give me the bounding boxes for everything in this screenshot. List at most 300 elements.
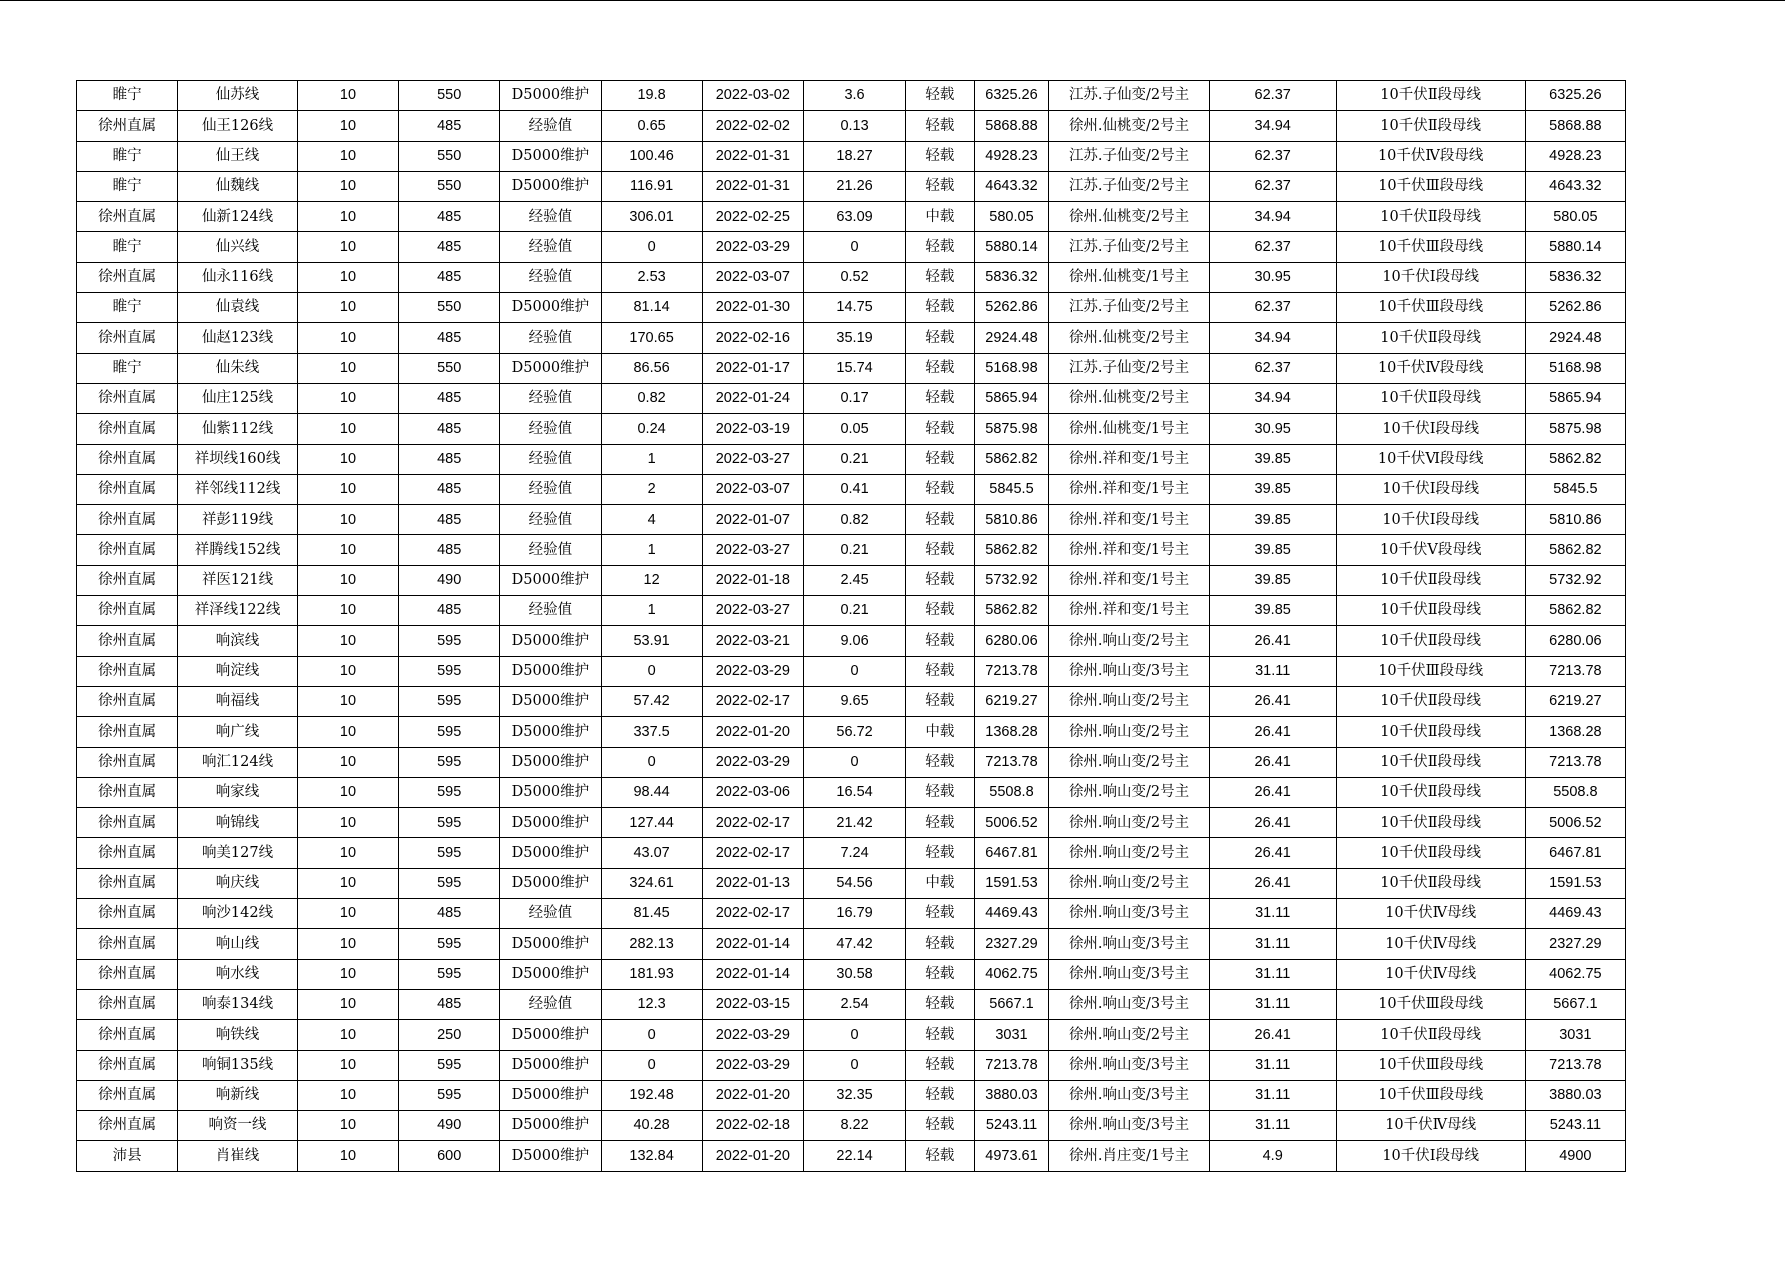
substation-cell: 徐州.响山变/3号主 bbox=[1049, 959, 1210, 989]
date-cell: 2022-02-25 bbox=[702, 202, 803, 232]
remaining-capacity-cell: 5262.86 bbox=[1525, 293, 1625, 323]
available-capacity-cell: 1368.28 bbox=[974, 717, 1049, 747]
district-cell: 徐州直属 bbox=[77, 656, 178, 686]
date-cell: 2022-03-29 bbox=[702, 1050, 803, 1080]
substation-cell: 徐州.祥和变/1号主 bbox=[1049, 535, 1210, 565]
remaining-capacity-cell: 5875.98 bbox=[1525, 414, 1625, 444]
transformer-load-cell: 26.41 bbox=[1209, 626, 1336, 656]
busbar-cell: 10千伏Ⅱ段母线 bbox=[1336, 686, 1525, 716]
voltage-cell: 10 bbox=[297, 414, 398, 444]
max-current-cell: 53.91 bbox=[601, 626, 702, 656]
rated-current-cell: 595 bbox=[399, 808, 500, 838]
load-status-cell: 中载 bbox=[906, 868, 975, 898]
source-cell: 经验值 bbox=[500, 383, 601, 413]
table-row bbox=[77, 353, 1626, 383]
max-current-cell: 4 bbox=[601, 505, 702, 535]
load-status-cell: 轻载 bbox=[906, 1080, 975, 1110]
busbar-cell: 10千伏Ⅱ段母线 bbox=[1336, 111, 1525, 141]
table-row bbox=[77, 444, 1626, 474]
transformer-load-cell: 31.11 bbox=[1209, 1111, 1336, 1141]
transformer-load-cell: 31.11 bbox=[1209, 1080, 1336, 1110]
available-capacity-cell: 5875.98 bbox=[974, 414, 1049, 444]
voltage-cell: 10 bbox=[297, 596, 398, 626]
rated-current-cell: 595 bbox=[399, 656, 500, 686]
load-rate-cell: 18.27 bbox=[803, 141, 905, 171]
rated-current-cell: 485 bbox=[399, 535, 500, 565]
date-cell: 2022-02-17 bbox=[702, 838, 803, 868]
source-cell: 经验值 bbox=[500, 535, 601, 565]
available-capacity-cell: 6219.27 bbox=[974, 686, 1049, 716]
source-cell: D5000维护 bbox=[500, 81, 601, 111]
available-capacity-cell: 2924.48 bbox=[974, 323, 1049, 353]
load-rate-cell: 0.17 bbox=[803, 383, 905, 413]
load-status-cell: 轻载 bbox=[906, 293, 975, 323]
rated-current-cell: 595 bbox=[399, 868, 500, 898]
busbar-cell: 10千伏Ⅰ段母线 bbox=[1336, 262, 1525, 292]
transformer-load-cell: 34.94 bbox=[1209, 323, 1336, 353]
max-current-cell: 132.84 bbox=[601, 1141, 702, 1171]
rated-current-cell: 485 bbox=[399, 383, 500, 413]
voltage-cell: 10 bbox=[297, 81, 398, 111]
voltage-cell: 10 bbox=[297, 808, 398, 838]
max-current-cell: 192.48 bbox=[601, 1080, 702, 1110]
available-capacity-cell: 4062.75 bbox=[974, 959, 1049, 989]
max-current-cell: 0.82 bbox=[601, 383, 702, 413]
table-row bbox=[77, 323, 1626, 353]
load-rate-cell: 2.54 bbox=[803, 989, 905, 1019]
source-cell: D5000维护 bbox=[500, 868, 601, 898]
voltage-cell: 10 bbox=[297, 383, 398, 413]
remaining-capacity-cell: 4643.32 bbox=[1525, 171, 1625, 201]
max-current-cell: 282.13 bbox=[601, 929, 702, 959]
busbar-cell: 10千伏Ⅱ段母线 bbox=[1336, 808, 1525, 838]
substation-cell: 徐州.祥和变/1号主 bbox=[1049, 474, 1210, 504]
substation-cell: 江苏.子仙变/2号主 bbox=[1049, 141, 1210, 171]
district-cell: 徐州直属 bbox=[77, 111, 178, 141]
max-current-cell: 181.93 bbox=[601, 959, 702, 989]
substation-cell: 徐州.祥和变/1号主 bbox=[1049, 565, 1210, 595]
remaining-capacity-cell: 5243.11 bbox=[1525, 1111, 1625, 1141]
line-name-cell: 仙朱线 bbox=[178, 353, 298, 383]
date-cell: 2022-02-18 bbox=[702, 1111, 803, 1141]
line-name-cell: 响家线 bbox=[178, 777, 298, 807]
rated-current-cell: 595 bbox=[399, 686, 500, 716]
remaining-capacity-cell: 1368.28 bbox=[1525, 717, 1625, 747]
voltage-cell: 10 bbox=[297, 232, 398, 262]
remaining-capacity-cell: 6467.81 bbox=[1525, 838, 1625, 868]
district-cell: 徐州直属 bbox=[77, 959, 178, 989]
load-rate-cell: 16.79 bbox=[803, 899, 905, 929]
load-rate-cell: 0.13 bbox=[803, 111, 905, 141]
substation-cell: 徐州.响山变/2号主 bbox=[1049, 838, 1210, 868]
load-status-cell: 轻载 bbox=[906, 262, 975, 292]
date-cell: 2022-03-02 bbox=[702, 81, 803, 111]
rated-current-cell: 595 bbox=[399, 929, 500, 959]
load-status-cell: 轻载 bbox=[906, 808, 975, 838]
load-status-cell: 轻载 bbox=[906, 747, 975, 777]
substation-cell: 徐州.响山变/3号主 bbox=[1049, 929, 1210, 959]
available-capacity-cell: 4928.23 bbox=[974, 141, 1049, 171]
district-cell: 徐州直属 bbox=[77, 777, 178, 807]
load-rate-cell: 21.42 bbox=[803, 808, 905, 838]
voltage-cell: 10 bbox=[297, 262, 398, 292]
voltage-cell: 10 bbox=[297, 717, 398, 747]
remaining-capacity-cell: 5667.1 bbox=[1525, 989, 1625, 1019]
transformer-load-cell: 39.85 bbox=[1209, 565, 1336, 595]
voltage-cell: 10 bbox=[297, 1020, 398, 1050]
voltage-cell: 10 bbox=[297, 1141, 398, 1171]
source-cell: D5000维护 bbox=[500, 1111, 601, 1141]
date-cell: 2022-03-27 bbox=[702, 444, 803, 474]
source-cell: D5000维护 bbox=[500, 777, 601, 807]
load-status-cell: 轻载 bbox=[906, 414, 975, 444]
max-current-cell: 2.53 bbox=[601, 262, 702, 292]
available-capacity-cell: 1591.53 bbox=[974, 868, 1049, 898]
district-cell: 徐州直属 bbox=[77, 1080, 178, 1110]
remaining-capacity-cell: 2924.48 bbox=[1525, 323, 1625, 353]
source-cell: D5000维护 bbox=[500, 656, 601, 686]
table-row bbox=[77, 656, 1626, 686]
voltage-cell: 10 bbox=[297, 989, 398, 1019]
date-cell: 2022-03-07 bbox=[702, 262, 803, 292]
date-cell: 2022-03-21 bbox=[702, 626, 803, 656]
rated-current-cell: 595 bbox=[399, 838, 500, 868]
load-status-cell: 轻载 bbox=[906, 899, 975, 929]
district-cell: 徐州直属 bbox=[77, 414, 178, 444]
available-capacity-cell: 5006.52 bbox=[974, 808, 1049, 838]
transformer-load-cell: 39.85 bbox=[1209, 596, 1336, 626]
voltage-cell: 10 bbox=[297, 535, 398, 565]
substation-cell: 徐州.祥和变/1号主 bbox=[1049, 505, 1210, 535]
load-rate-cell: 0.41 bbox=[803, 474, 905, 504]
transformer-load-cell: 4.9 bbox=[1209, 1141, 1336, 1171]
substation-cell: 徐州.响山变/2号主 bbox=[1049, 717, 1210, 747]
rated-current-cell: 595 bbox=[399, 1080, 500, 1110]
table-row bbox=[77, 989, 1626, 1019]
available-capacity-cell: 5836.32 bbox=[974, 262, 1049, 292]
busbar-cell: 10千伏Ⅱ段母线 bbox=[1336, 81, 1525, 111]
busbar-cell: 10千伏Ⅳ母线 bbox=[1336, 1111, 1525, 1141]
load-status-cell: 轻载 bbox=[906, 111, 975, 141]
load-rate-cell: 0.21 bbox=[803, 596, 905, 626]
max-current-cell: 0 bbox=[601, 747, 702, 777]
date-cell: 2022-03-29 bbox=[702, 232, 803, 262]
busbar-cell: 10千伏Ⅱ段母线 bbox=[1336, 596, 1525, 626]
load-rate-cell: 0.21 bbox=[803, 535, 905, 565]
rated-current-cell: 485 bbox=[399, 444, 500, 474]
substation-cell: 徐州.响山变/3号主 bbox=[1049, 1050, 1210, 1080]
load-status-cell: 轻载 bbox=[906, 141, 975, 171]
load-rate-cell: 9.65 bbox=[803, 686, 905, 716]
district-cell: 徐州直属 bbox=[77, 989, 178, 1019]
transformer-load-cell: 34.94 bbox=[1209, 383, 1336, 413]
district-cell: 徐州直属 bbox=[77, 717, 178, 747]
available-capacity-cell: 7213.78 bbox=[974, 747, 1049, 777]
rated-current-cell: 600 bbox=[399, 1141, 500, 1171]
transformer-load-cell: 26.41 bbox=[1209, 1020, 1336, 1050]
load-status-cell: 轻载 bbox=[906, 929, 975, 959]
max-current-cell: 1 bbox=[601, 444, 702, 474]
busbar-cell: 10千伏Ⅱ段母线 bbox=[1336, 1020, 1525, 1050]
load-rate-cell: 9.06 bbox=[803, 626, 905, 656]
table-row bbox=[77, 959, 1626, 989]
load-status-cell: 轻载 bbox=[906, 656, 975, 686]
table-row bbox=[77, 505, 1626, 535]
rated-current-cell: 485 bbox=[399, 505, 500, 535]
district-cell: 睢宁 bbox=[77, 141, 178, 171]
available-capacity-cell: 5868.88 bbox=[974, 111, 1049, 141]
available-capacity-cell: 5168.98 bbox=[974, 353, 1049, 383]
rated-current-cell: 485 bbox=[399, 232, 500, 262]
max-current-cell: 337.5 bbox=[601, 717, 702, 747]
voltage-cell: 10 bbox=[297, 1050, 398, 1080]
date-cell: 2022-01-07 bbox=[702, 505, 803, 535]
available-capacity-cell: 4973.61 bbox=[974, 1141, 1049, 1171]
rated-current-cell: 485 bbox=[399, 202, 500, 232]
table-row bbox=[77, 111, 1626, 141]
source-cell: D5000维护 bbox=[500, 141, 601, 171]
remaining-capacity-cell: 5006.52 bbox=[1525, 808, 1625, 838]
substation-cell: 徐州.仙桃变/2号主 bbox=[1049, 202, 1210, 232]
rated-current-cell: 490 bbox=[399, 565, 500, 595]
source-cell: D5000维护 bbox=[500, 686, 601, 716]
line-name-cell: 仙袁线 bbox=[178, 293, 298, 323]
available-capacity-cell: 2327.29 bbox=[974, 929, 1049, 959]
district-cell: 徐州直属 bbox=[77, 262, 178, 292]
busbar-cell: 10千伏Ⅰ段母线 bbox=[1336, 1141, 1525, 1171]
table-row bbox=[77, 171, 1626, 201]
source-cell: D5000维护 bbox=[500, 1141, 601, 1171]
district-cell: 徐州直属 bbox=[77, 202, 178, 232]
busbar-cell: 10千伏Ⅲ段母线 bbox=[1336, 1080, 1525, 1110]
load-rate-cell: 8.22 bbox=[803, 1111, 905, 1141]
busbar-cell: 10千伏Ⅱ段母线 bbox=[1336, 777, 1525, 807]
district-cell: 徐州直属 bbox=[77, 505, 178, 535]
load-rate-cell: 0 bbox=[803, 232, 905, 262]
transformer-load-cell: 62.37 bbox=[1209, 171, 1336, 201]
busbar-cell: 10千伏Ⅳ母线 bbox=[1336, 899, 1525, 929]
voltage-cell: 10 bbox=[297, 141, 398, 171]
transformer-load-cell: 31.11 bbox=[1209, 959, 1336, 989]
voltage-cell: 10 bbox=[297, 838, 398, 868]
district-cell: 徐州直属 bbox=[77, 323, 178, 353]
transformer-load-cell: 62.37 bbox=[1209, 81, 1336, 111]
remaining-capacity-cell: 5732.92 bbox=[1525, 565, 1625, 595]
max-current-cell: 1 bbox=[601, 596, 702, 626]
table-row bbox=[77, 474, 1626, 504]
district-cell: 睢宁 bbox=[77, 293, 178, 323]
substation-cell: 徐州.仙桃变/2号主 bbox=[1049, 383, 1210, 413]
rated-current-cell: 595 bbox=[399, 959, 500, 989]
voltage-cell: 10 bbox=[297, 1111, 398, 1141]
remaining-capacity-cell: 5865.94 bbox=[1525, 383, 1625, 413]
district-cell: 徐州直属 bbox=[77, 474, 178, 504]
table-row bbox=[77, 747, 1626, 777]
load-status-cell: 轻载 bbox=[906, 323, 975, 353]
available-capacity-cell: 5262.86 bbox=[974, 293, 1049, 323]
table-row bbox=[77, 868, 1626, 898]
line-name-cell: 响沙142线 bbox=[178, 899, 298, 929]
substation-cell: 徐州.响山变/2号主 bbox=[1049, 626, 1210, 656]
voltage-cell: 10 bbox=[297, 1080, 398, 1110]
available-capacity-cell: 6467.81 bbox=[974, 838, 1049, 868]
load-status-cell: 中载 bbox=[906, 202, 975, 232]
available-capacity-cell: 4469.43 bbox=[974, 899, 1049, 929]
max-current-cell: 86.56 bbox=[601, 353, 702, 383]
remaining-capacity-cell: 4928.23 bbox=[1525, 141, 1625, 171]
rated-current-cell: 485 bbox=[399, 899, 500, 929]
table-row bbox=[77, 535, 1626, 565]
voltage-cell: 10 bbox=[297, 505, 398, 535]
busbar-cell: 10千伏Ⅰ段母线 bbox=[1336, 474, 1525, 504]
remaining-capacity-cell: 5836.32 bbox=[1525, 262, 1625, 292]
transformer-load-cell: 34.94 bbox=[1209, 202, 1336, 232]
line-name-cell: 肖崔线 bbox=[178, 1141, 298, 1171]
feeder-load-table bbox=[76, 80, 1626, 1172]
max-current-cell: 12 bbox=[601, 565, 702, 595]
load-status-cell: 轻载 bbox=[906, 838, 975, 868]
district-cell: 徐州直属 bbox=[77, 1050, 178, 1080]
line-name-cell: 仙苏线 bbox=[178, 81, 298, 111]
line-name-cell: 祥坝线160线 bbox=[178, 444, 298, 474]
line-name-cell: 响广线 bbox=[178, 717, 298, 747]
load-rate-cell: 7.24 bbox=[803, 838, 905, 868]
available-capacity-cell: 3031 bbox=[974, 1020, 1049, 1050]
line-name-cell: 响铜135线 bbox=[178, 1050, 298, 1080]
line-name-cell: 仙紫112线 bbox=[178, 414, 298, 444]
available-capacity-cell: 6280.06 bbox=[974, 626, 1049, 656]
substation-cell: 徐州.响山变/2号主 bbox=[1049, 686, 1210, 716]
substation-cell: 徐州.响山变/3号主 bbox=[1049, 989, 1210, 1019]
date-cell: 2022-02-02 bbox=[702, 111, 803, 141]
district-cell: 徐州直属 bbox=[77, 535, 178, 565]
busbar-cell: 10千伏Ⅱ段母线 bbox=[1336, 626, 1525, 656]
source-cell: D5000维护 bbox=[500, 353, 601, 383]
source-cell: 经验值 bbox=[500, 444, 601, 474]
transformer-load-cell: 31.11 bbox=[1209, 656, 1336, 686]
load-status-cell: 轻载 bbox=[906, 686, 975, 716]
table-row bbox=[77, 1050, 1626, 1080]
date-cell: 2022-01-14 bbox=[702, 959, 803, 989]
max-current-cell: 12.3 bbox=[601, 989, 702, 1019]
transformer-load-cell: 30.95 bbox=[1209, 262, 1336, 292]
district-cell: 睢宁 bbox=[77, 353, 178, 383]
date-cell: 2022-02-17 bbox=[702, 899, 803, 929]
available-capacity-cell: 5862.82 bbox=[974, 444, 1049, 474]
voltage-cell: 10 bbox=[297, 777, 398, 807]
max-current-cell: 40.28 bbox=[601, 1111, 702, 1141]
line-name-cell: 响锦线 bbox=[178, 808, 298, 838]
voltage-cell: 10 bbox=[297, 656, 398, 686]
max-current-cell: 0 bbox=[601, 232, 702, 262]
line-name-cell: 仙魏线 bbox=[178, 171, 298, 201]
busbar-cell: 10千伏Ⅲ段母线 bbox=[1336, 656, 1525, 686]
load-rate-cell: 2.45 bbox=[803, 565, 905, 595]
available-capacity-cell: 5845.5 bbox=[974, 474, 1049, 504]
date-cell: 2022-01-14 bbox=[702, 929, 803, 959]
busbar-cell: 10千伏Ⅱ段母线 bbox=[1336, 717, 1525, 747]
transformer-load-cell: 62.37 bbox=[1209, 232, 1336, 262]
voltage-cell: 10 bbox=[297, 323, 398, 353]
rated-current-cell: 595 bbox=[399, 747, 500, 777]
voltage-cell: 10 bbox=[297, 565, 398, 595]
line-name-cell: 响滨线 bbox=[178, 626, 298, 656]
source-cell: 经验值 bbox=[500, 596, 601, 626]
table-row bbox=[77, 686, 1626, 716]
rated-current-cell: 550 bbox=[399, 81, 500, 111]
max-current-cell: 0 bbox=[601, 1020, 702, 1050]
line-name-cell: 响新线 bbox=[178, 1080, 298, 1110]
line-name-cell: 仙新124线 bbox=[178, 202, 298, 232]
transformer-load-cell: 39.85 bbox=[1209, 444, 1336, 474]
district-cell: 徐州直属 bbox=[77, 383, 178, 413]
substation-cell: 江苏.子仙变/2号主 bbox=[1049, 232, 1210, 262]
busbar-cell: 10千伏Ⅰ段母线 bbox=[1336, 505, 1525, 535]
remaining-capacity-cell: 3031 bbox=[1525, 1020, 1625, 1050]
transformer-load-cell: 34.94 bbox=[1209, 111, 1336, 141]
district-cell: 睢宁 bbox=[77, 81, 178, 111]
district-cell: 徐州直属 bbox=[77, 565, 178, 595]
line-name-cell: 祥彭119线 bbox=[178, 505, 298, 535]
busbar-cell: 10千伏Ⅲ段母线 bbox=[1336, 171, 1525, 201]
busbar-cell: 10千伏Ⅳ母线 bbox=[1336, 959, 1525, 989]
load-rate-cell: 0.05 bbox=[803, 414, 905, 444]
available-capacity-cell: 5865.94 bbox=[974, 383, 1049, 413]
rated-current-cell: 490 bbox=[399, 1111, 500, 1141]
voltage-cell: 10 bbox=[297, 111, 398, 141]
load-status-cell: 轻载 bbox=[906, 1020, 975, 1050]
busbar-cell: 10千伏Ⅲ段母线 bbox=[1336, 232, 1525, 262]
table-row bbox=[77, 262, 1626, 292]
busbar-cell: 10千伏Ⅲ段母线 bbox=[1336, 293, 1525, 323]
transformer-load-cell: 26.41 bbox=[1209, 717, 1336, 747]
load-rate-cell: 3.6 bbox=[803, 81, 905, 111]
remaining-capacity-cell: 5845.5 bbox=[1525, 474, 1625, 504]
line-name-cell: 仙王126线 bbox=[178, 111, 298, 141]
max-current-cell: 81.45 bbox=[601, 899, 702, 929]
transformer-load-cell: 26.41 bbox=[1209, 838, 1336, 868]
load-rate-cell: 0 bbox=[803, 656, 905, 686]
remaining-capacity-cell: 6325.26 bbox=[1525, 81, 1625, 111]
load-status-cell: 轻载 bbox=[906, 535, 975, 565]
voltage-cell: 10 bbox=[297, 899, 398, 929]
substation-cell: 江苏.子仙变/2号主 bbox=[1049, 171, 1210, 201]
page-top-rule bbox=[0, 0, 1785, 1]
max-current-cell: 100.46 bbox=[601, 141, 702, 171]
rated-current-cell: 485 bbox=[399, 323, 500, 353]
table-row bbox=[77, 1080, 1626, 1110]
load-rate-cell: 35.19 bbox=[803, 323, 905, 353]
busbar-cell: 10千伏Ⅱ段母线 bbox=[1336, 565, 1525, 595]
source-cell: 经验值 bbox=[500, 232, 601, 262]
max-current-cell: 306.01 bbox=[601, 202, 702, 232]
load-rate-cell: 15.74 bbox=[803, 353, 905, 383]
remaining-capacity-cell: 5880.14 bbox=[1525, 232, 1625, 262]
source-cell: D5000维护 bbox=[500, 1050, 601, 1080]
load-status-cell: 轻载 bbox=[906, 444, 975, 474]
rated-current-cell: 550 bbox=[399, 171, 500, 201]
remaining-capacity-cell: 580.05 bbox=[1525, 202, 1625, 232]
substation-cell: 徐州.响山变/2号主 bbox=[1049, 808, 1210, 838]
source-cell: 经验值 bbox=[500, 414, 601, 444]
load-status-cell: 轻载 bbox=[906, 626, 975, 656]
busbar-cell: 10千伏Ⅰ段母线 bbox=[1336, 414, 1525, 444]
line-name-cell: 祥腾线152线 bbox=[178, 535, 298, 565]
district-cell: 徐州直属 bbox=[77, 899, 178, 929]
load-status-cell: 轻载 bbox=[906, 1111, 975, 1141]
date-cell: 2022-01-20 bbox=[702, 1141, 803, 1171]
remaining-capacity-cell: 1591.53 bbox=[1525, 868, 1625, 898]
